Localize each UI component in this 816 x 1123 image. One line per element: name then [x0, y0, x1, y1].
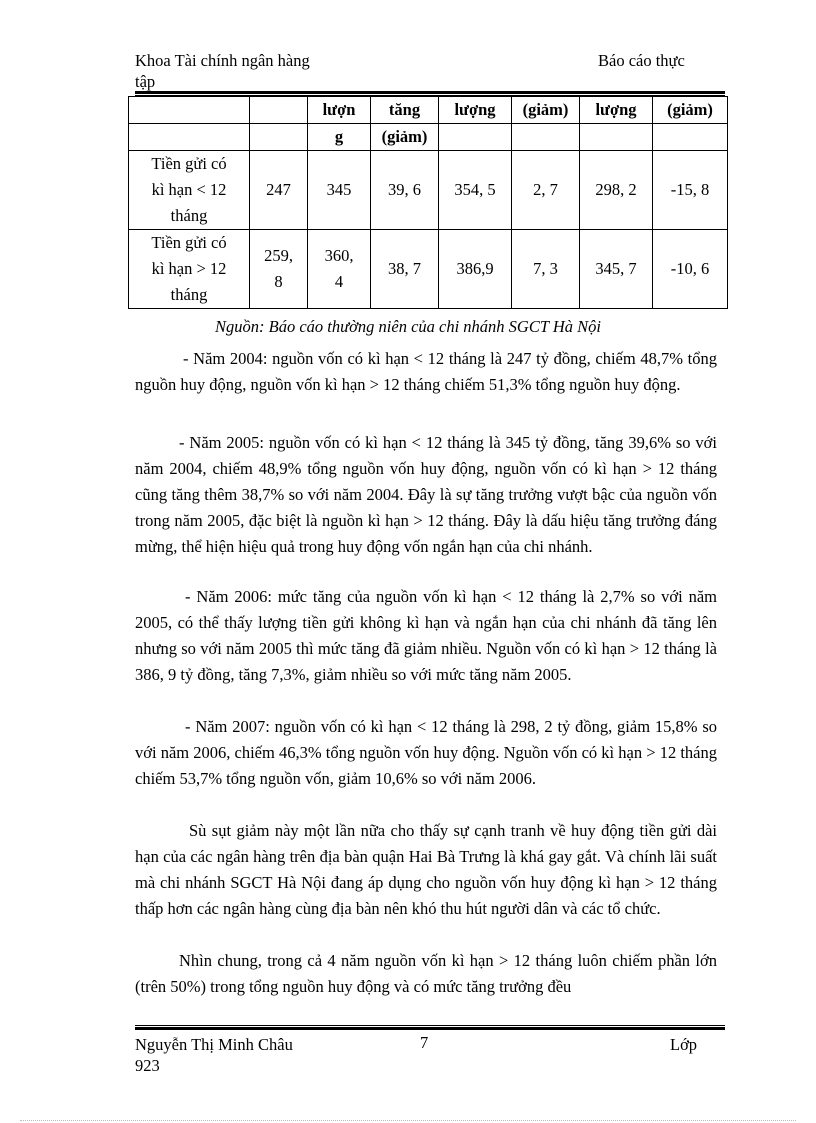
header-cell: (giảm): [512, 97, 580, 124]
table-row: [129, 230, 728, 309]
table-header-row: [129, 124, 728, 151]
paragraph: [135, 714, 717, 792]
table-cell: 259, 8: [250, 230, 308, 309]
header-cell: [129, 124, 250, 151]
paragraph: [135, 584, 717, 688]
table-cell: -10, 6: [653, 230, 728, 309]
table-cell: 2, 7: [512, 151, 580, 230]
table-cell: 39, 6: [371, 151, 439, 230]
header-cell: lượng: [439, 97, 512, 124]
table-cell: 7, 3: [512, 230, 580, 309]
page-number: 7: [420, 1033, 429, 1052]
header-cell: [512, 124, 580, 151]
paragraph: [135, 948, 717, 1000]
class-number: 923: [135, 1056, 160, 1075]
paragraph-text: - Năm 2007: nguồn vốn có kì hạn < 12 tháng là 298, 2 tỷ đồng, giảm 15,8% so với năm 2006, chiếm 46,3% tổng nguồn vốn huy động. Nguồn vốn có kì hạn > 12 tháng chiếm 53,7% tổng nguồn vốn, giảm 10,6% so với năm 2006.: [135, 717, 717, 788]
paragraph: [135, 346, 717, 398]
footer-rule: [135, 1025, 725, 1030]
table-header-row: [129, 97, 728, 124]
table-cell: 247: [250, 151, 308, 230]
header-cell: [250, 97, 308, 124]
paragraph-text: Nhìn chung, trong cả 4 năm nguồn vốn kì hạn > 12 tháng luôn chiếm phần lớn (trên 50%) trong tổng nguồn huy động và có mức tăng trưởng đều: [135, 951, 717, 996]
paragraph-text: - Năm 2004: nguồn vốn có kì hạn < 12 tháng là 247 tỷ đồng, chiếm 48,7% tổng nguồn huy động, nguồn vốn kì hạn > 12 tháng chiếm 51,3% tổng nguồn huy động.: [135, 349, 717, 394]
table-row: [129, 151, 728, 230]
header-cell: (giảm): [371, 124, 439, 151]
table-source-caption: Nguồn: Báo cáo thường niên của chi nhánh SGCT Hà Nội: [215, 317, 601, 336]
header-cell: (giảm): [653, 97, 728, 124]
header-cell: lượng: [580, 97, 653, 124]
header-cell: tăng: [371, 97, 439, 124]
capital-table: [128, 96, 728, 309]
table-cell: -15, 8: [653, 151, 728, 230]
table-cell: 345, 7: [580, 230, 653, 309]
header-cell: lượn: [308, 97, 371, 124]
table-cell: 345: [308, 151, 371, 230]
header-cell: [580, 124, 653, 151]
author-name: Nguyễn Thị Minh Châu: [135, 1035, 293, 1054]
paragraph: [135, 818, 717, 922]
paragraph-text: - Năm 2005: nguồn vốn có kì hạn < 12 tháng là 345 tỷ đồng, tăng 39,6% so với năm 2004, chiếm 48,9% tổng nguồn vốn huy động, nguồn vốn có kì hạn > 12 tháng cũng tăng thêm 38,7% so với năm 2004. Đây là sự tăng trưởng vượt bậc của nguồn vốn trong năm 2005, đặc biệt là nguồn kì hạn > 12 tháng. Đây là dấu hiệu tăng trưởng đáng mừng, thể hiện hiệu quả trong huy động vốn ngắn hạn của chi nhánh.: [135, 433, 717, 556]
header-cell: [250, 124, 308, 151]
header-cell: [129, 97, 250, 124]
table-cell: 360, 4: [308, 230, 371, 309]
header-faculty-cont: tập: [135, 72, 156, 91]
table-cell: 354, 5: [439, 151, 512, 230]
paragraph: [135, 430, 717, 560]
header-cell: g: [308, 124, 371, 151]
header-cell: [653, 124, 728, 151]
page-bottom-divider: [20, 1120, 796, 1121]
table-cell: 38, 7: [371, 230, 439, 309]
paragraph-text: - Năm 2006: mức tăng của nguồn vốn kì hạn < 12 tháng là 2,7% so với năm 2005, có thể thấy lượng tiền gửi không kì hạn và ngắn hạn của chi nhánh đã tăng lên nhưng so với năm 2005 thì mức tăng đã giảm nhiều. Nguồn vốn có kì hạn > 12 tháng là 386, 9 tỷ đồng, tăng 7,3%, giảm nhiều so với mức tăng năm 2005.: [135, 587, 717, 684]
header-faculty: Khoa Tài chính ngân hàng: [135, 51, 310, 70]
header-cell: [439, 124, 512, 151]
table-cell: 386,9: [439, 230, 512, 309]
header-report-title: Báo cáo thực: [598, 51, 685, 70]
row-label: Tiền gửi có kì hạn > 12 tháng: [129, 230, 250, 309]
row-label: Tiền gửi có kì hạn < 12 tháng: [129, 151, 250, 230]
paragraph-text: Sù sụt giảm này một lần nữa cho thấy sự cạnh tranh về huy động tiền gửi dài hạn của các ngân hàng trên địa bàn quận Hai Bà Trưng là khá gay gắt. Và chính lãi suất mà chi nhánh SGCT Hà Nội đang áp dụng cho nguồn vốn huy động kì hạn > 12 tháng thấp hơn các ngân hàng cùng địa bàn nên khó thu hút người dân và các tổ chức.: [135, 821, 717, 918]
table-cell: 298, 2: [580, 151, 653, 230]
class-label: Lớp: [670, 1035, 698, 1054]
